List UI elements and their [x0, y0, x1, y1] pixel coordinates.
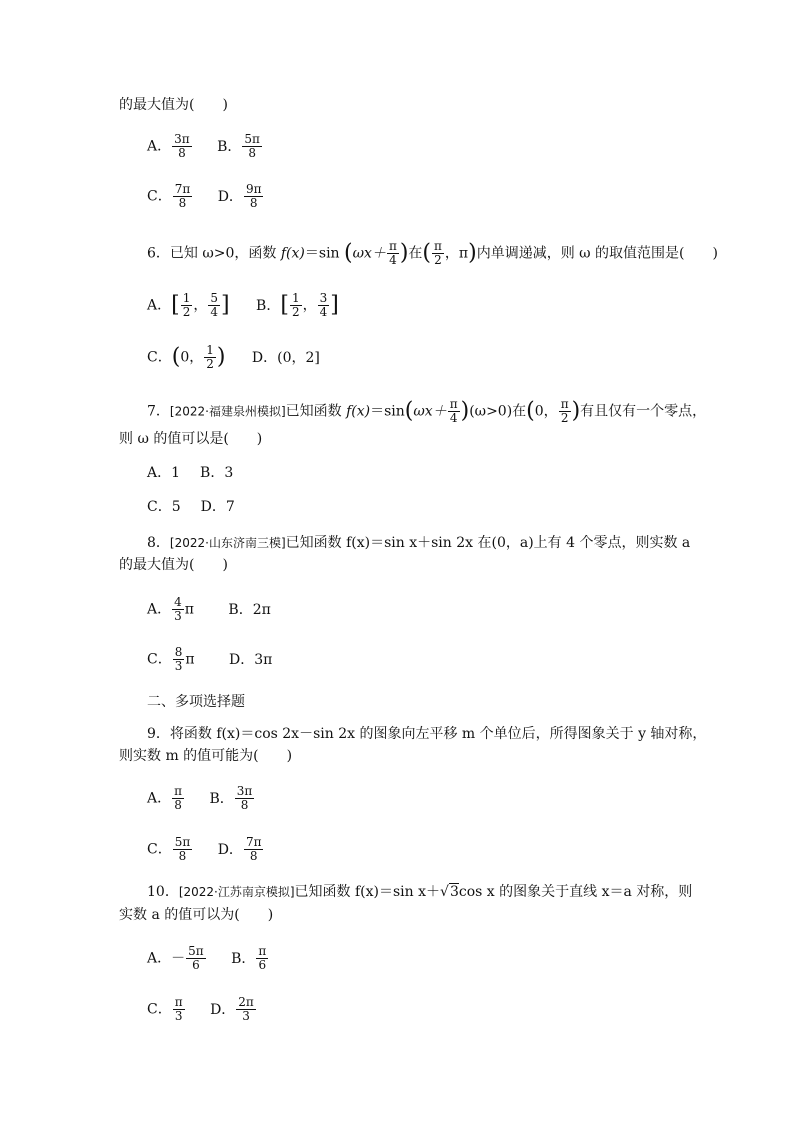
q6-stem: 6．已知 ω>0，函数 f(x)＝sin (ωx＋ $\frac{\pi}{4}$ )在( $\frac{\pi}{2}$ ，π)内单调递减，则 ω 的取值范围是( )	[147, 239, 718, 267]
q8-stem: 8．[2022·山东济南三模]已知函数 f(x)＝sin x＋sin 2x 在(0，a)上有 4 个零点，则实数 a	[147, 535, 691, 551]
fraction: $\frac{1}{2}$	[206, 343, 214, 371]
fraction: $\frac{1}{2}$	[291, 291, 300, 319]
q9-options-ab: A． $\frac{\pi}{8}$ B． $\frac{3\pi}{8}$	[147, 784, 253, 812]
q6-options-cd: C．(0， $\frac{1}{2}$ ) D．(0，2]	[147, 343, 320, 371]
q7-line2: 则 ω 的值可以是( )	[119, 431, 263, 447]
fraction: $\frac{1}{2}$	[182, 291, 191, 319]
fraction: $\frac{3\pi}{8}$	[174, 132, 190, 160]
fraction: $\frac{5\pi}{8}$	[244, 132, 260, 160]
fraction: $\frac{\pi}{8}$	[174, 784, 183, 812]
fraction: $\frac{5}{4}$	[210, 291, 218, 319]
q6-options-ab: A．[ $\frac{1}{2}$ ， $\frac{5}{4}$ ] B．[ $\frac{1}{2}$ ， $\frac{3}{4}$ ]	[147, 291, 339, 319]
option-c-label: C．	[147, 188, 172, 205]
fraction: $\frac{5\pi}{6}$	[188, 944, 204, 972]
fraction: $\frac{7\pi}{8}$	[245, 835, 262, 863]
fraction: $\frac{\pi}{2}$	[434, 239, 442, 267]
q7-options-cd: C．5 D．7	[147, 499, 235, 515]
q7-stem: 7．[2022·福建泉州模拟]已知函数 f(x)＝sin(ωx＋ $\frac{\pi}{4}$ )(ω>0)在(0， $\frac{\pi}{2}$ )有且仅有一个零点，	[147, 397, 707, 425]
fraction: $\frac{9\pi}{8}$	[245, 182, 262, 210]
fraction: $\frac{\pi}{3}$	[174, 995, 183, 1023]
option-d-label: D．	[217, 188, 243, 205]
q10-options-ab: A．－ $\frac{5\pi}{6}$ B． $\frac{\pi}{6}$	[147, 944, 267, 972]
q9-line2: 则实数 m 的值可能为( )	[119, 748, 293, 764]
q5-tail: 的最大值为( )	[119, 97, 228, 113]
q10-line2: 实数 a 的值可以为( )	[119, 907, 274, 923]
q10-options-cd: C． $\frac{\pi}{3}$ D． $\frac{2\pi}{3}$	[147, 995, 254, 1023]
fraction: $\frac{\pi}{6}$	[258, 944, 267, 972]
section-heading: 二、多项选择题	[147, 694, 245, 710]
q8-options-cd: C． $\frac{8}{3}$ π D．3π	[147, 645, 273, 673]
fraction: $\frac{2\pi}{3}$	[238, 995, 254, 1023]
q7-options-ab: A．1 B．3	[147, 465, 234, 481]
option-b-label: B．	[217, 138, 242, 155]
q9-options-cd: C． $\frac{5\pi}{8}$ D． $\frac{7\pi}{8}$	[147, 835, 262, 863]
fraction: $\frac{5\pi}{8}$	[174, 835, 191, 863]
q9-stem: 9．将函数 f(x)＝cos 2x－sin 2x 的图象向左平移 m 个单位后，所得图象关于 y 轴对称，	[147, 726, 707, 742]
q8-line2: 的最大值为( )	[119, 557, 228, 573]
fraction: $\frac{7\pi}{8}$	[174, 182, 191, 210]
q10-stem: 10．[2022·江苏南京模拟]已知函数 f(x)＝sin x＋√3cos x 的图象关于直线 x＝a 对称，则	[147, 884, 693, 900]
fraction: $\frac{\pi}{4}$	[388, 239, 397, 267]
fraction: $\frac{\pi}{2}$	[560, 397, 569, 425]
fraction: $\frac{3\pi}{8}$	[236, 784, 253, 812]
q8-options-ab: A． $\frac{4}{3}$ π B．2π	[147, 595, 271, 623]
option-a-label: A．	[147, 138, 172, 155]
q5-options-ab	[147, 133, 263, 160]
fraction: $\frac{4}{3}$	[174, 595, 182, 623]
fraction: $\frac{8}{3}$	[174, 645, 183, 673]
fraction: $\frac{\pi}{4}$	[449, 397, 458, 425]
fraction: $\frac{3}{4}$	[319, 291, 328, 319]
q5-options-cd	[147, 183, 264, 210]
